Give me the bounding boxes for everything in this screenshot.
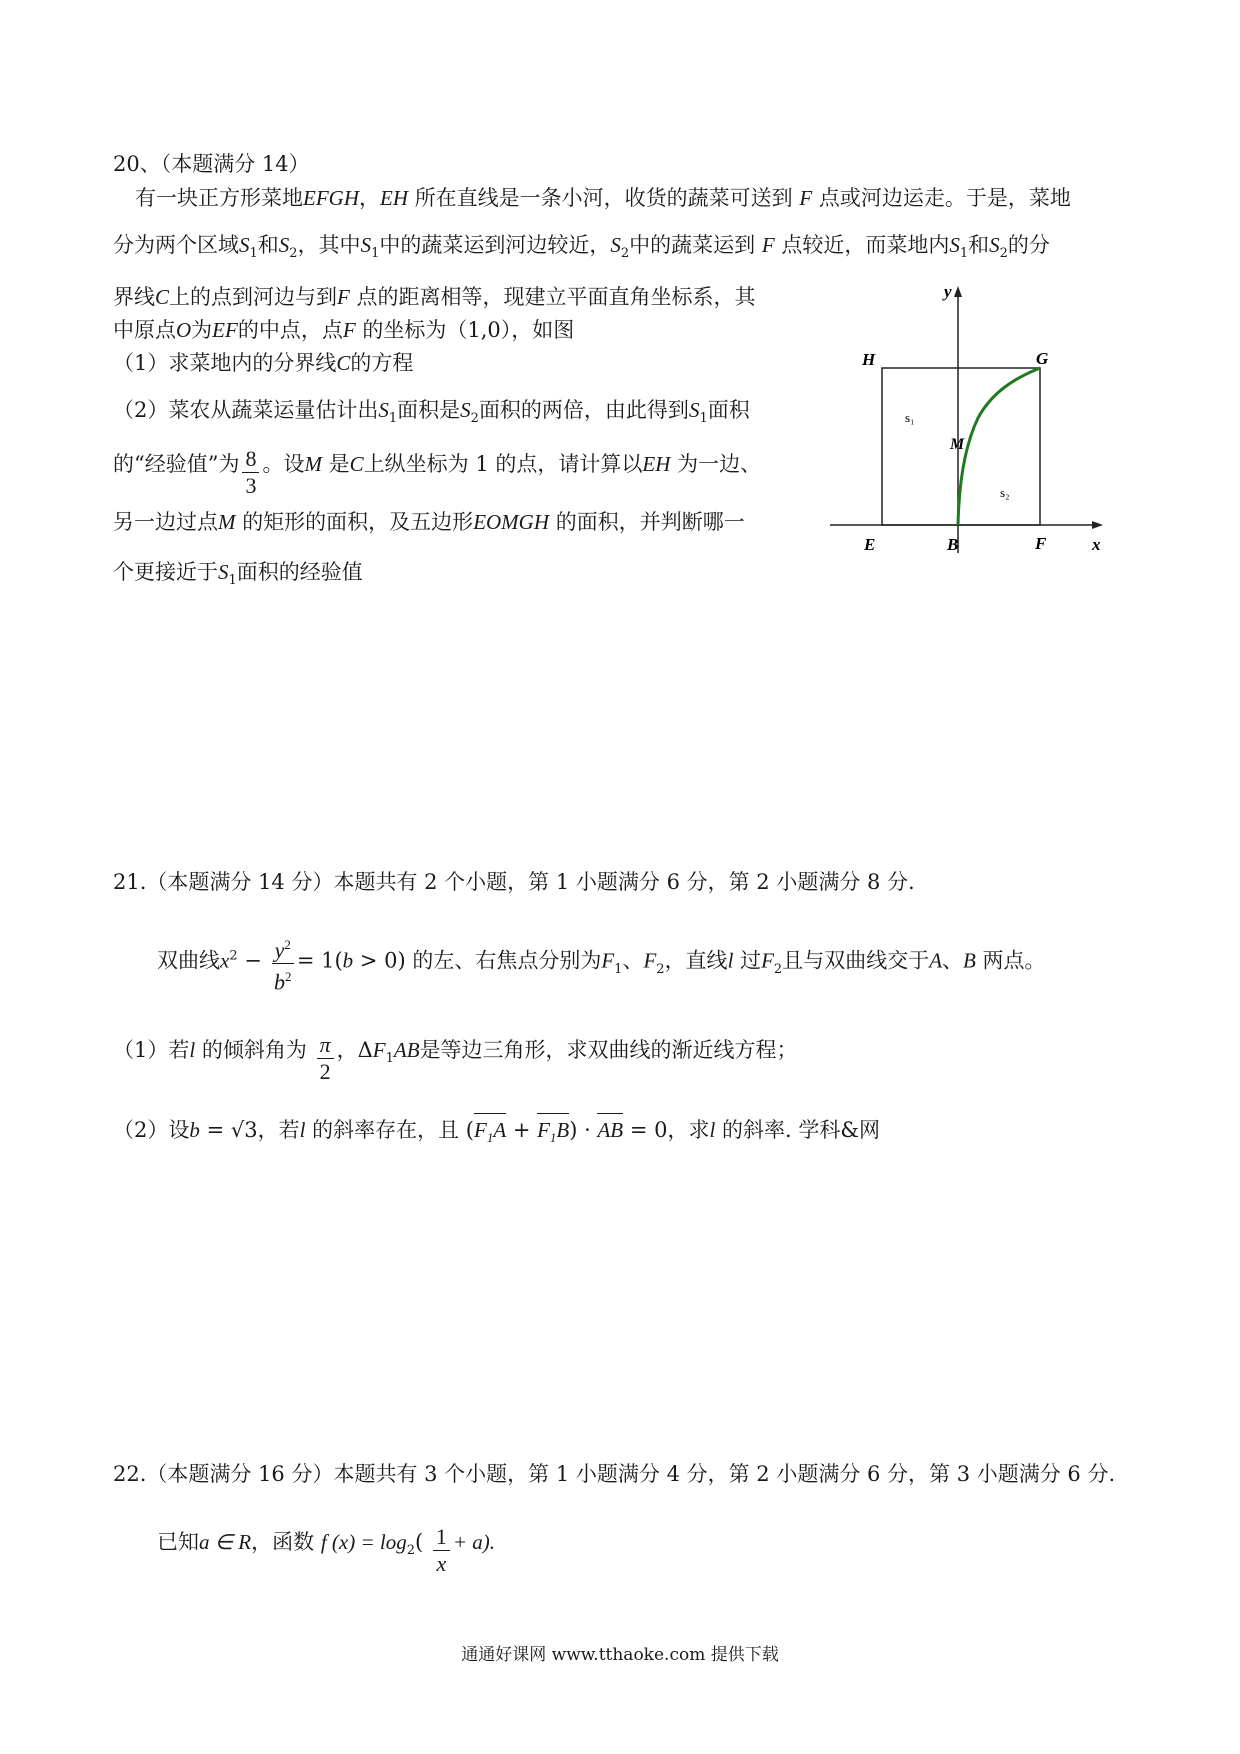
label-e: E [864,535,876,554]
q22-header: 22.（本题满分 16 分）本题共有 3 个小题，第 1 小题满分 4 分，第 2 小题满分 6 分，第 3 小题满分 6 分. [113,1462,1116,1486]
q20-figure [820,280,1120,555]
boundary-curve-c [958,368,1040,525]
y-axis-arrow [954,286,962,297]
q20-header: 20、（本题满分 14） [113,152,310,176]
q20-subquestion-2-line-4: 个更接近于$S_1$面积的经验值 [113,560,363,589]
q21-header: 21.（本题满分 14 分）本题共有 2 个小题，第 1 小题满分 6 分，第 2 小题满分 8 分. [113,870,915,894]
q20-subquestion-1: （1）求菜地内的分界线C的方程 [113,351,414,375]
label-m: M [950,436,965,453]
label-x: x [1092,535,1101,554]
q20-subquestion-2-line-1: （2）菜农从蔬菜运量估计出$S_1$面积是$S_2$面积的两倍，由此得到$S_1$面积 [113,398,750,427]
q22-stem: 已知a ∈ R，函数 f $(x) = \log_2$( $\frac{1}{x}$ + a). [157,1524,496,1576]
q20-subquestion-2-line-3: 另一边过点M 的矩形的面积，及五边形EOMGH 的面积，并判断哪一 [113,510,745,534]
q21-subquestion-2: （2）设b = √3，若l 的斜率存在，且 $(F_1A + F_1B)$ · AB = 0，求l 的斜率. 学科&网 [113,1116,880,1152]
label-f: F [1035,534,1047,553]
fraction-1-over-x: $\frac{1}{x}$ [433,1524,450,1577]
fraction-eight-thirds: $\frac{8}{3}$ [242,446,259,499]
fraction-pi-over-2: $\frac{\pi}{2}$ [317,1032,334,1085]
q21-stem: 双曲线$x^2$ − $\frac{y^2}{b^2}$ = 1(b > 0) 的左、右焦点分别为$F_1$、$F_2$，直线l 过$F_2$且与双曲线交于A、B 两点。 [157,932,1046,996]
label-h: H [862,350,876,369]
label-g: G [1036,349,1049,368]
label-s1: s₁ [905,410,915,425]
label-s2: s₂ [1000,485,1010,500]
x-axis-arrow [1092,521,1103,529]
label-b: B [947,535,959,554]
q20-paragraph-line-1: 有一块正方形菜地EFGH，EH 所在直线是一条小河，收货的蔬菜可送到 F 点或河边运走。于是，菜地 [135,186,1071,210]
label-y: y [944,282,952,301]
q21-subquestion-1: （1）若l 的倾斜角为 $\frac{\pi}{2}$ ，$\Delta F_1AB$是等边三角形，求双曲线的渐近线方程； [113,1032,798,1084]
q20-paragraph-line-2: 分为两个区域$S_1$和$S_2$，其中$S_1$中的蔬菜运到河边较近，$S_2$中的蔬菜运到 F 点较近，而菜地内$S_1$和$S_2$的分 [113,233,1050,262]
q20-paragraph-line-4: 中原点O为EF的中点，点F 的坐标为（1,0），如图 [113,318,575,342]
fraction-y2-over-b2: $\frac{y^2}{b^2}$ [272,932,294,996]
q20-paragraph-line-3: 界线C上的点到河边与到F 点的距离相等，现建立平面直角坐标系，其 [113,285,756,309]
page-footer: 通通好课网 www.tthaoke.com 提供下载 [461,1645,779,1665]
q20-subquestion-2-line-2: 的“经验值”为 $\frac{8}{3}$ 。设M 是C上纵坐标为 1 的点，请计算以EH 为一边、 [113,446,762,498]
